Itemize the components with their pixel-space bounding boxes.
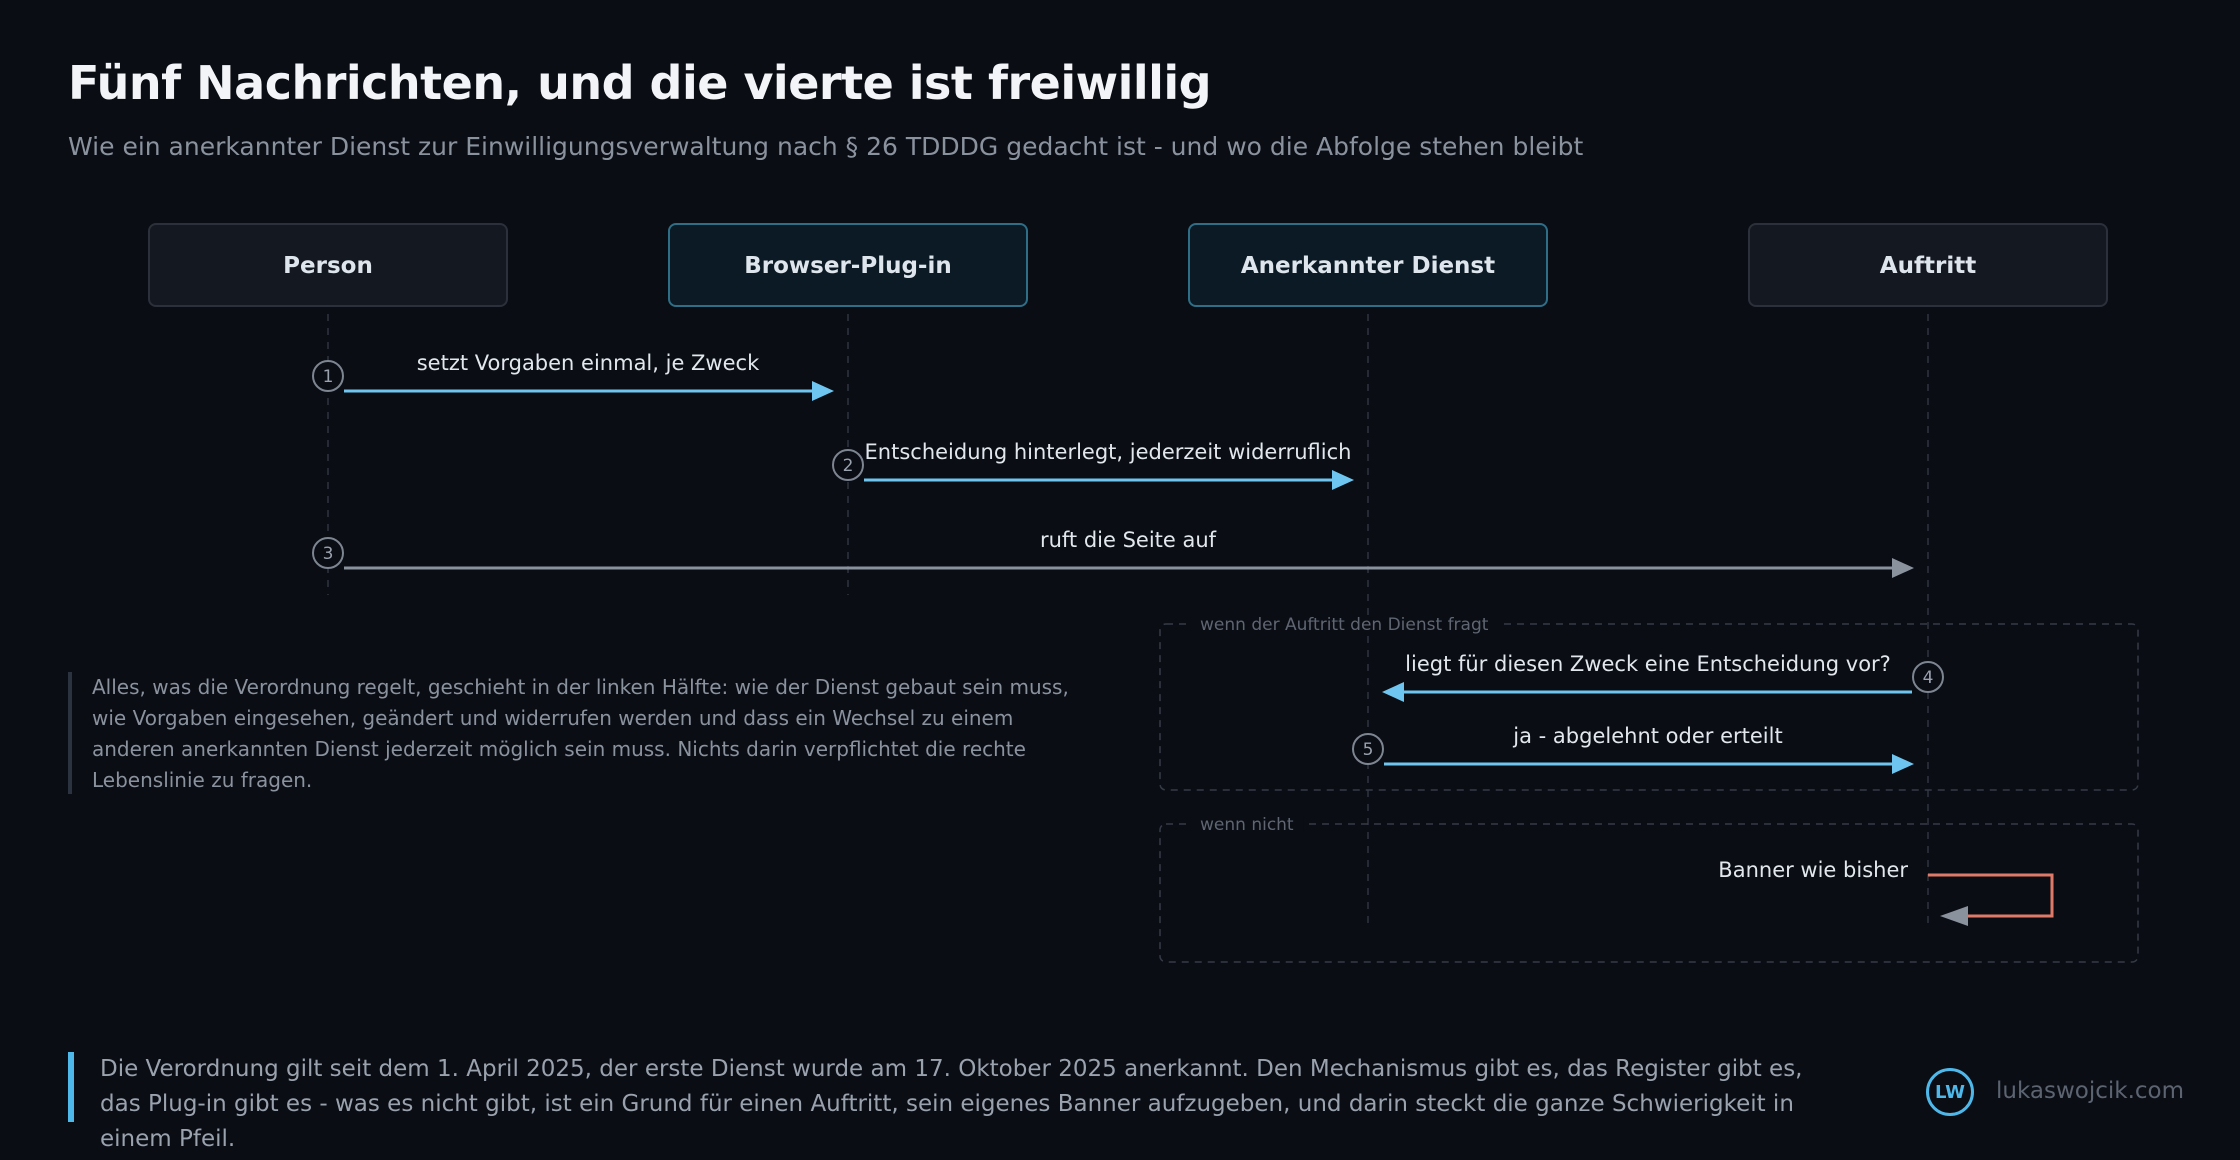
participant-label: Auftritt — [1879, 253, 1977, 279]
message-arrowhead — [1892, 754, 1914, 774]
regulation-note: Alles, was die Verordnung regelt, geschieht in der linken Hälfte: wie der Dienst gebaut sein muss, wie Vorgaben eingesehen, geändert und widerrufen werden und dass ein Wechsel zu einem anderen anerkannten Dienst jederzeit möglich sein muss. Nichts darin verpflichtet die rechte Lebenslinie zu fragen. — [68, 672, 1078, 794]
message-number: 5 — [1362, 740, 1374, 760]
message-label: setzt Vorgaben einmal, je Zweck — [416, 351, 760, 375]
self-message-arrowhead — [1940, 906, 1968, 926]
participant-label: Person — [283, 253, 373, 279]
footer-accent-bar — [68, 1052, 74, 1122]
message-arrowhead — [1332, 470, 1354, 490]
fragment-label: wenn nicht — [1200, 815, 1294, 835]
message-label: Entscheidung hinterlegt, jederzeit widerruflich — [864, 440, 1352, 464]
message-number: 3 — [322, 544, 334, 564]
message-arrowhead — [812, 381, 834, 401]
footer-text: Die Verordnung gilt seit dem 1. April 2025, der erste Dienst wurde am 17. Oktober 2025 anerkannt. Den Mechanismus gibt es, das Register gibt es, das Plug-in gibt es - was es nicht gibt, ist ein Grund für einen Auftritt, sein eigenes Banner aufzugeben, und darin steckt die ganze Schwierigkeit in einem Pfeil. — [100, 1056, 1803, 1152]
message-arrowhead — [1382, 682, 1404, 702]
brand-logo[interactable]: LW — [1926, 1068, 1974, 1116]
fragment-frame — [1160, 824, 2138, 962]
message-number: 2 — [842, 456, 854, 476]
participant-label: Browser-Plug-in — [744, 253, 952, 279]
page-title: Fünf Nachrichten, und die vierte ist freiwillig — [68, 56, 1212, 110]
self-message-loop — [1928, 875, 2052, 916]
message-label: ja - abgelehnt oder erteilt — [1513, 724, 1783, 748]
self-message-label: Banner wie bisher — [1718, 858, 1908, 882]
message-label: ruft die Seite auf — [1039, 528, 1217, 552]
message-number: 4 — [1922, 668, 1934, 688]
message-arrowhead — [1892, 558, 1914, 578]
message-number: 1 — [322, 367, 334, 387]
brand-site-link[interactable]: lukaswojcik.com — [1996, 1078, 2185, 1104]
fragment-label: wenn der Auftritt den Dienst fragt — [1200, 615, 1489, 635]
message-label: liegt für diesen Zweck eine Entscheidung vor? — [1405, 652, 1891, 676]
page-subtitle: Wie ein anerkannter Dienst zur Einwilligungsverwaltung nach § 26 TDDDG gedacht ist - und wo die Abfolge stehen bleibt — [68, 132, 1584, 161]
participant-label: Anerkannter Dienst — [1240, 253, 1496, 279]
